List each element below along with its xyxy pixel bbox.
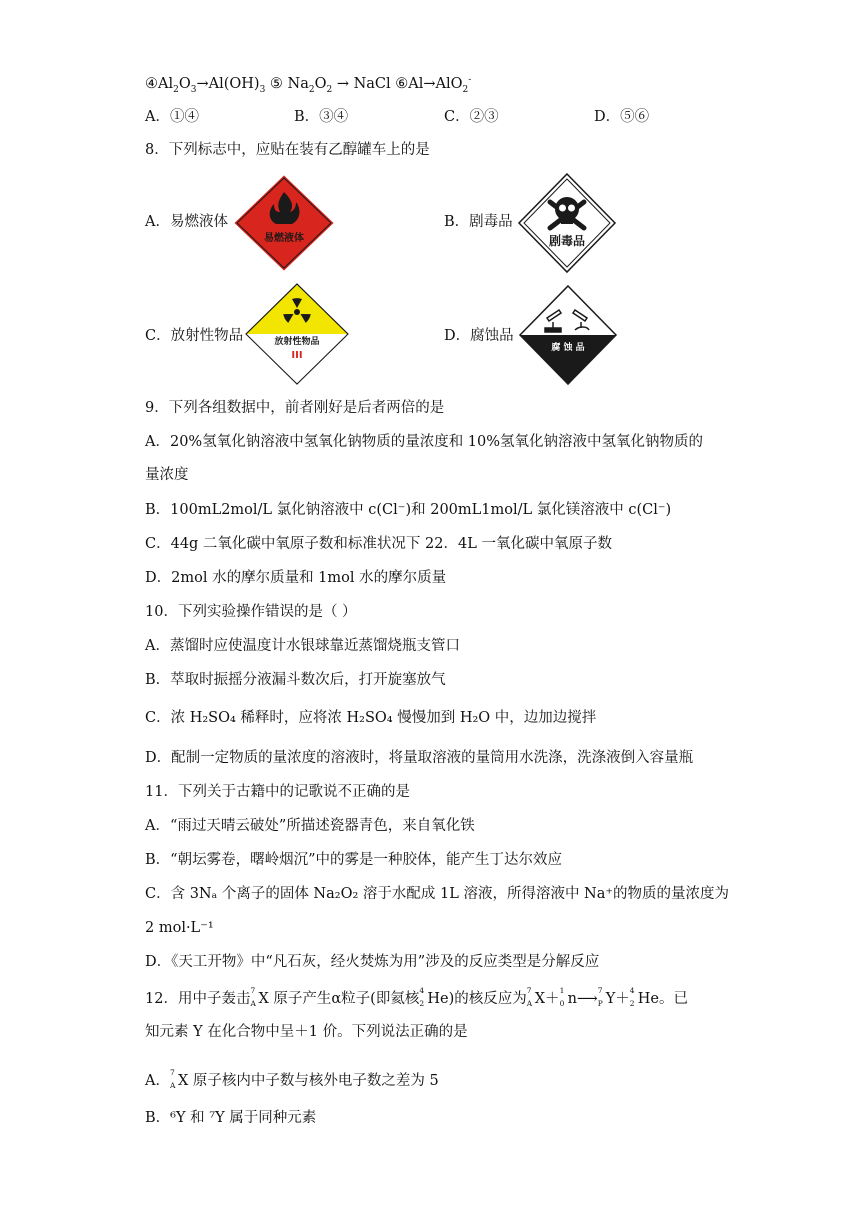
q10-option-b[interactable]: B．萃取时振摇分液漏斗数次后，打开旋塞放气 [145,672,446,688]
nuclide-x-a: 7 A [169,1068,176,1090]
toxic-sign [516,172,618,274]
q7-items-line: $④Al_2O_3\to Al(OH)_3$ ⑤ $Na_2O_2$ → NaCl ⑥Al→AlO$_2$- [145,75,472,95]
nuclide-n: 1 0 [559,986,565,1008]
q7-option-c[interactable]: C．②③ [444,109,499,125]
q11-stem: 11．下列关于古籍中的记歌说不正确的是 [145,784,410,800]
radioactive-category-label: III [291,350,303,361]
q10-option-a[interactable]: A．蒸馏时应使温度计水银球靠近蒸馏烧瓶支管口 [145,638,460,654]
flammable-sign-label: 易燃液体 [264,233,304,244]
radioactive-sign-label: 放射性物品 [274,337,320,347]
flammable-liquid-sign [230,172,338,274]
nuclide-he-eq: 4 2 [629,986,635,1008]
q12-option-b[interactable]: B．⁶Y 和 ⁷Y 属于同种元素 [145,1110,317,1126]
q10-option-c[interactable]: C．浓 H₂SO₄ 稀释时，应将浓 H₂SO₄ 慢慢加到 H₂O 中，边加边搅拌 [145,710,597,726]
q9-option-c[interactable]: C．44g 二氧化碳中氧原子数和标准状况下 22．4L 一氧化碳中氧原子数 [145,536,612,552]
q8-option-b[interactable]: B．剧毒品 [444,214,513,230]
nuclide-x-eq: 7 A [526,986,533,1008]
nuclide-he: 4 2 [419,986,425,1008]
q7-option-d[interactable]: D．⑤⑥ [594,109,650,125]
q11-option-b[interactable]: B．“朝坛雾卷，曙岭烟沉”中的雾是一种胶体，能产生丁达尔效应 [145,852,562,868]
q8-option-c[interactable]: C．放射性物品 [145,328,244,344]
q10-option-d[interactable]: D．配制一定物质的量浓度的溶液时，将量取溶液的量筒用水洗涤，洗涤液倒入容量瓶 [145,750,694,766]
q9-stem: 9．下列各组数据中，前者刚好是后者两倍的是 [145,400,445,416]
corrosive-sign [517,284,619,386]
nuclide-y: 7 P [597,986,603,1008]
q12-stem: 12．用中子轰击 7 A X 原子产生α粒子(即氦核 4 2 He)的核反应为 7 A X＋ 1 0 n⟶ 7 P Y＋ 4 2 He。已 [145,986,689,1008]
q7-option-b[interactable]: B．③④ [294,109,349,125]
q9-option-b[interactable]: B．100mL2mol/L 氯化钠溶液中 c(Cl⁻)和 200mL1mol/L 氯化镁溶液中 c(Cl⁻) [145,502,672,518]
q11-option-c[interactable]: C．含 3Nₐ 个离子的固体 Na₂O₂ 溶于水配成 1L 溶液，所得溶液中 Na⁺的物质的量浓度为 [145,886,730,902]
toxic-sign-label: 剧毒品 [548,234,586,248]
q11-option-a[interactable]: A．“雨过天晴云破处”所描述瓷器青色，来自氧化铁 [145,818,475,834]
q9-option-a[interactable]: A．20%氢氧化钠溶液中氢氧化钠物质的量浓度和 10%氢氧化钠溶液中氢氧化钠物质的 [145,434,704,450]
q9-option-d[interactable]: D．2mol 水的摩尔质量和 1mol 水的摩尔质量 [145,570,447,586]
q10-stem: 10．下列实验操作错误的是（ ） [145,604,357,620]
corrosive-sign-label: 腐 蚀 品 [551,343,585,353]
q8-stem: 8．下列标志中，应贴在装有乙醇罐车上的是 [145,142,430,158]
radioactive-sign [243,282,351,386]
q8-option-d[interactable]: D．腐蚀品 [444,328,514,344]
q9-option-a-cont: 量浓度 [145,467,189,483]
q11-option-c-cont: 2 mol·L⁻¹ [145,920,214,936]
q8-option-a[interactable]: A．易燃液体 [145,214,228,230]
q11-option-d[interactable]: D．《天工开物》中“凡石灰，经火焚炼为用”涉及的反应类型是分解反应 [145,954,600,970]
q7-option-a[interactable]: A．①④ [145,109,199,125]
q12-option-a[interactable]: A． 7 A X 原子核内中子数与核外电子数之差为 5 [145,1068,439,1090]
nuclide-x: 7 A [250,986,256,1008]
q12-stem-cont: 知元素 Y 在化合物中呈＋1 价。下列说法正确的是 [145,1024,468,1040]
